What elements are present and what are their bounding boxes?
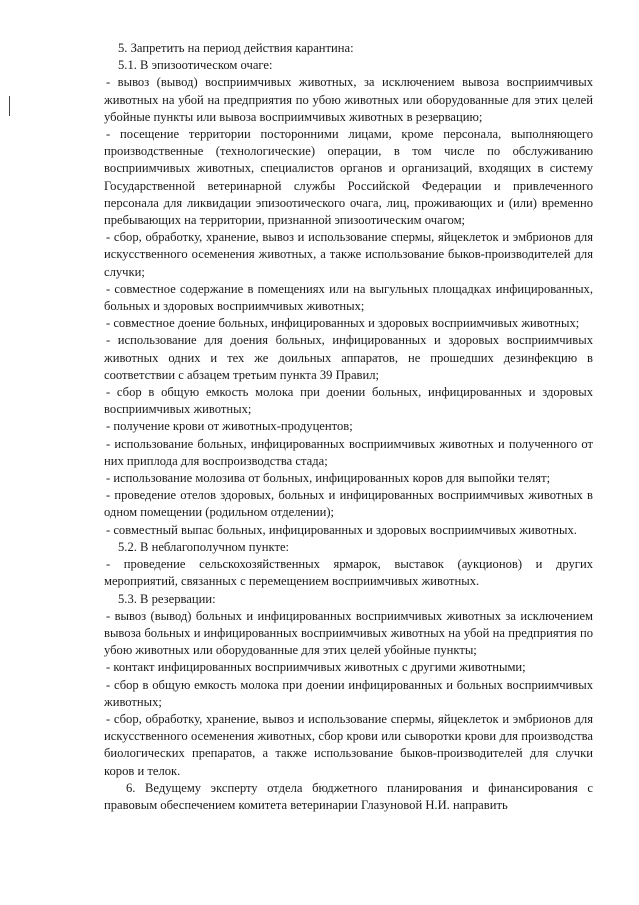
paragraph: - использование больных, инфицированных восприимчивых животных и полученного от них приплода для воспроизводства стада; <box>104 436 593 468</box>
paragraph: - сбор в общую емкость молока при доении инфицированных и больных восприимчивых животных; <box>104 677 593 709</box>
paragraph: 5.3. В резервации: <box>118 591 216 606</box>
paragraph: - совместное содержание в помещениях или на выгульных площадках инфицированных, больных и здоровых восприимчивых животных; <box>104 281 593 314</box>
paragraph: - использование молозива от больных, инфицированных коров для выпойки телят; <box>106 471 551 486</box>
paragraph: - проведение сельскохозяйственных ярмарок, выставок (аукционов) и других мероприятий, связанных с перемещением восприимчивых животных. <box>104 557 593 589</box>
paragraph: - сбор в общую емкость молока при доении больных, инфицированных и здоровых восприимчивых животных; <box>104 385 593 417</box>
paragraph: 6. Ведущему эксперту отдела бюджетного планирования и финансирования с правовым обеспечением комитета ветеринарии Глазуновой Н.И. направить <box>104 780 593 812</box>
paragraph: - проведение отелов здоровых, больных и инфицированных восприимчивых животных в одном помещении (родильном отделении); <box>104 488 593 520</box>
paragraph: - совместное доение больных, инфицированных и здоровых восприимчивых животных; <box>106 316 580 331</box>
margin-mark <box>9 96 10 116</box>
paragraph: 5. Запретить на период действия карантина: <box>118 41 354 55</box>
paragraph: - посещение территории посторонними лицами, кроме персонала, выполняющего производственные (технологические) операции, в том числе по обслуживанию восприимчивых животных, специалистов органов и организаций, входящих в систему Государственной ветеринарной службы Российской Федерации и привлеченного персонала для ликвидации эпизоотического очага, лиц, проживающих и (или) временно пребывающих на территории, признанной эпизоотическим очагом; <box>104 127 593 228</box>
paragraph: - сбор, обработку, хранение, вывоз и использование спермы, яйцеклеток и эмбрионов для искусственного осеменения животных, а также использование быков-производителей для случки; <box>104 230 593 279</box>
paragraph: 5.2. В неблагополучном пункте: <box>118 539 290 554</box>
document-body <box>104 40 593 814</box>
paragraph: 5.1. В эпизоотическом очаге: <box>118 58 273 73</box>
paragraph: - вывоз (вывод) восприимчивых животных, за исключением вывоза восприимчивых животных на убой на предприятия по убою животных или оборудованные для этих целей убойные пункты или вывоза восприимчивых животных в резервацию; <box>104 75 593 124</box>
paragraph: - совместный выпас больных, инфицированных и здоровых восприимчивых животных. <box>106 522 577 537</box>
paragraph: - сбор, обработку, хранение, вывоз и использование спермы, яйцеклеток и эмбрионов для искусственного осеменения животных, сбор крови или сыворотки крови для производства биологических препаратов, а также использование быков-производителей для случки коров и телок. <box>104 711 593 778</box>
paragraph: - получение крови от животных-продуцентов; <box>106 419 353 434</box>
paragraph: - вывоз (вывод) больных и инфицированных восприимчивых животных за исключением вывоза больных и инфицированных восприимчивых животных на убой на предприятия по убою животных или оборудованные для этих целей убойные пункты; <box>104 608 593 658</box>
paragraph: - использование для доения больных, инфицированных и здоровых восприимчивых животных одних и тех же доильных аппаратов, не прошедших дезинфекцию в соответствии с абзацем третьим пункта 39 Правил; <box>104 333 593 382</box>
paragraph: - контакт инфицированных восприимчивых животных с другими животными; <box>106 660 526 675</box>
